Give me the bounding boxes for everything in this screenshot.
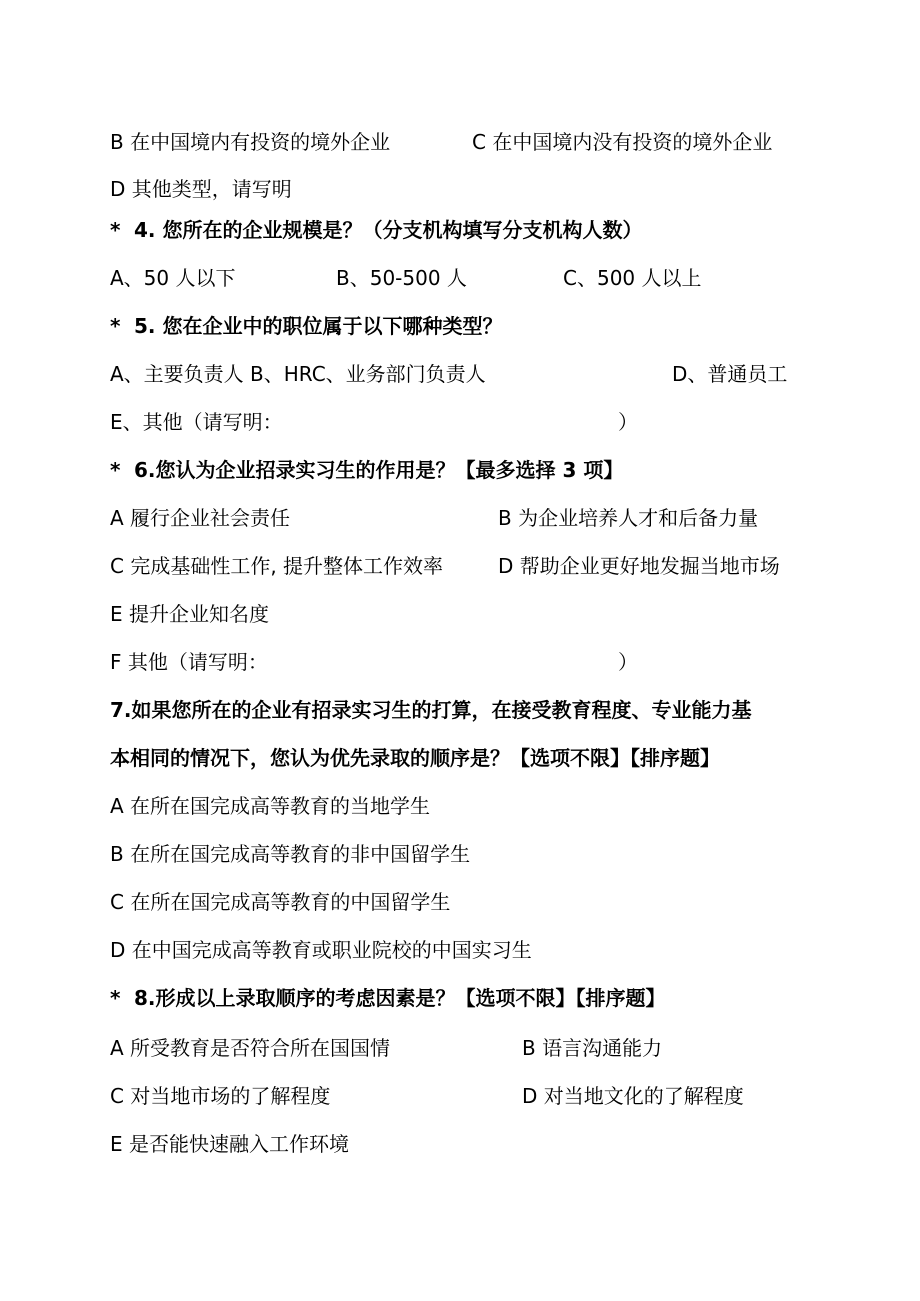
q4-option-a: A、50 人以下 [110, 266, 236, 290]
q7-option-b: B 在所在国完成高等教育的非中国留学生 [110, 842, 471, 866]
q6-option-e: E 提升企业知名度 [110, 602, 269, 626]
q6-options-row-3 [0, 594, 920, 634]
q5-options-row-2 [0, 402, 920, 442]
q5-option-a-b: A、主要负责人 B、HRC、业务部门负责人 [110, 362, 486, 386]
q3-option-c: C 在中国境内没有投资的境外企业 [472, 130, 773, 154]
q7-options-row-3 [0, 882, 920, 922]
q8-required-mark: * [110, 986, 121, 1010]
q5-option-d: D、普通员工 [672, 362, 788, 386]
q5-title-row [0, 306, 920, 346]
q8-options-row-2 [0, 1076, 920, 1116]
q7-option-c: C 在所在国完成高等教育的中国留学生 [110, 890, 451, 914]
q8-options-row-1 [0, 1028, 920, 1068]
q6-required-mark: * [110, 458, 121, 482]
q7-option-a: A 在所在国完成高等教育的当地学生 [110, 794, 431, 818]
q6-option-f: F 其他（请写明： [110, 650, 268, 674]
q7-options-row-4 [0, 930, 920, 970]
q7-title-line-2: 本相同的情况下，您认为优先录取的顺序是？【选项不限】【排序题】 [110, 746, 720, 770]
q6-options-row-1 [0, 498, 920, 538]
q8-option-c: C 对当地市场的了解程度 [110, 1084, 331, 1108]
q6-options-row-4 [0, 642, 920, 682]
q5-required-mark: * [110, 314, 121, 338]
q4-option-b: B、50-500 人 [336, 266, 467, 290]
q7-option-d: D 在中国完成高等教育或职业院校的中国实习生 [110, 938, 532, 962]
q3-options-row-2 [0, 169, 920, 209]
q6-option-f-close: ） [618, 650, 638, 674]
q7-title-line-1: 7.如果您所在的企业有招录实习生的打算，在接受教育程度、专业能力基 [110, 698, 752, 722]
q3-options-row-1 [0, 122, 920, 162]
q6-title-row [0, 450, 920, 490]
q8-title: 8.形成以上录取顺序的考虑因素是？【选项不限】【排序题】 [134, 986, 666, 1010]
q3-option-b: B 在中国境内有投资的境外企业 [110, 130, 391, 154]
q8-option-b: B 语言沟通能力 [522, 1036, 663, 1060]
q4-option-c: C、500 人以上 [563, 266, 702, 290]
q6-title: 6.您认为企业招录实习生的作用是？【最多选择 3 项】 [134, 458, 624, 482]
q7-title-row-2 [0, 738, 920, 778]
q7-title-row-1 [0, 690, 920, 730]
q6-option-c: C 完成基础性工作, 提升整体工作效率 [110, 554, 444, 578]
q8-title-row [0, 978, 920, 1018]
q7-options-row-2 [0, 834, 920, 874]
q8-options-row-3 [0, 1124, 920, 1164]
q6-options-row-2 [0, 546, 920, 586]
q5-option-e: E、其他（请写明： [110, 410, 283, 434]
q6-option-b: B 为企业培养人才和后备力量 [498, 506, 759, 530]
q5-options-row-1 [0, 354, 920, 394]
q4-options-row [0, 258, 920, 298]
q4-title-row [0, 210, 920, 250]
q5-title: 5. 您在企业中的职位属于以下哪种类型？ [134, 314, 503, 338]
q8-option-d: D 对当地文化的了解程度 [522, 1084, 744, 1108]
q6-option-a: A 履行企业社会责任 [110, 506, 291, 530]
q5-option-e-close: ） [618, 410, 638, 434]
q8-option-a: A 所受教育是否符合所在国国情 [110, 1036, 391, 1060]
q4-title: 4. 您所在的企业规模是？（分支机构填写分支机构人数） [134, 218, 643, 242]
q7-options-row-1 [0, 786, 920, 826]
q4-required-mark: * [110, 218, 121, 242]
q8-option-e: E 是否能快速融入工作环境 [110, 1132, 349, 1156]
q6-option-d: D 帮助企业更好地发掘当地市场 [498, 554, 780, 578]
q3-option-d: D 其他类型，请写明 [110, 177, 292, 201]
